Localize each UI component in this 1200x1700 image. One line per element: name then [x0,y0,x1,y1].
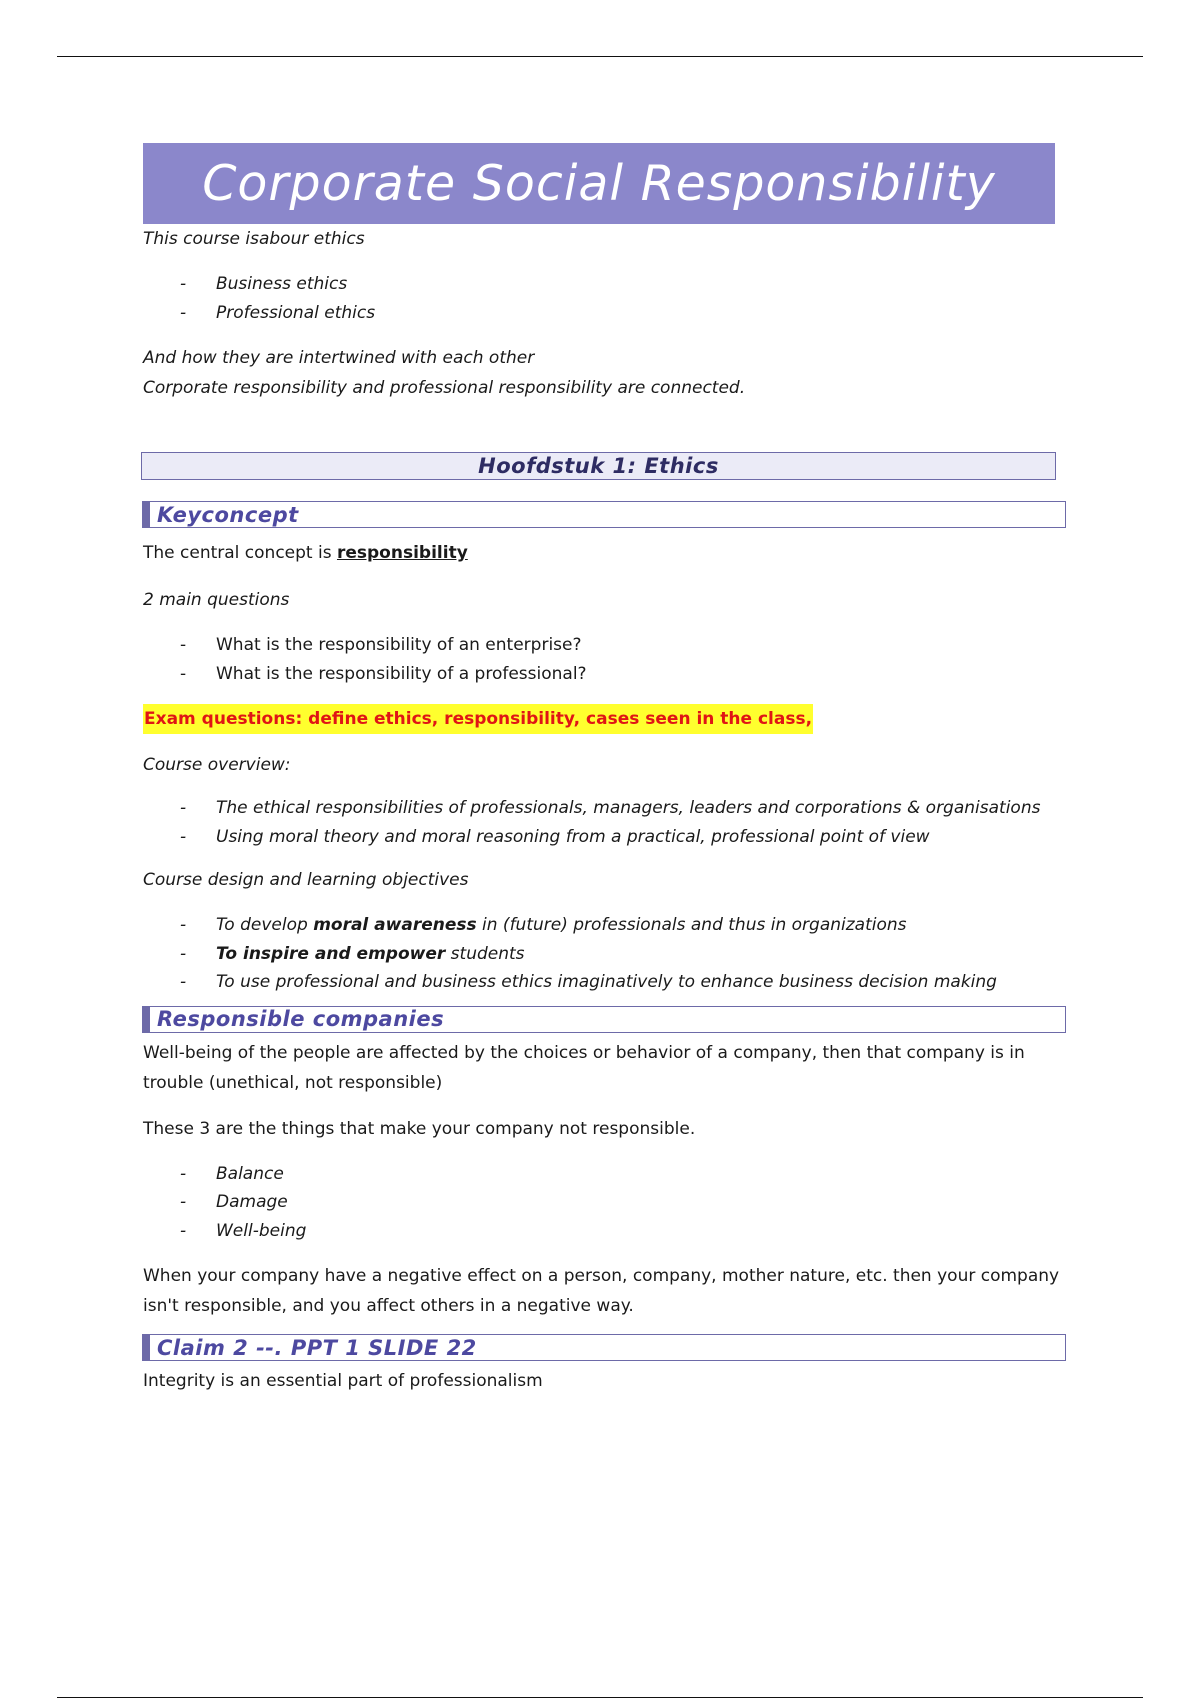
responsible-para-1: Well-being of the people are affected by the choices or behavior of a company, then that company is in trouble (unethical, not responsible) [143,1042,1025,1093]
list-item: - Using moral theory and moral reasoning from a practical, professional point of view [143,823,1065,852]
list-item: - Damage [143,1188,1065,1217]
document-body [143,143,1065,1396]
exam-highlight: Exam questions: define ethics, responsibility, cases seen in the class, [143,704,813,734]
intro-list [143,270,1065,327]
exam-note-line [143,704,1065,734]
list-item: - What is the responsibility of an enterprise? [143,631,1065,660]
footer-rule [57,1697,1143,1698]
list-item: - Balance [143,1160,1065,1189]
list-item: - What is the responsibility of a professional? [143,660,1065,689]
questions-list [143,631,1065,688]
intro-line-2: And how they are intertwined with each other [143,348,535,368]
list-item: - To inspire and empower students [143,940,1065,969]
design-list [143,911,1065,997]
responsible-para-3: When your company have a negative effect on a person, company, mother nature, etc. then your company isn't responsible, and you affect others in a negative way. [143,1266,1060,1316]
responsible-para-2: These 3 are the things that make your company not responsible. [143,1118,696,1139]
central-concept-line: The central concept is responsibility [143,543,468,563]
header-rule [57,56,1143,57]
central-concept-term: responsibility [336,543,468,563]
claim-text: Integrity is an essential part of professionalism [143,1371,543,1391]
section-heading-claim [142,1334,1066,1361]
list-item: - The ethical responsibilities of professionals, managers, leaders and corporations & organisations [143,794,1065,823]
title-banner [143,143,1055,224]
responsible-list [143,1160,1065,1246]
intro-line-3: Corporate responsibility and professional responsibility are connected. [143,378,746,398]
list-item: - To use professional and business ethics imaginatively to enhance business decision making [143,968,1065,997]
section-heading-keyconcept [142,501,1066,528]
document-title: Corporate Social Responsibility [202,155,996,212]
questions-label: 2 main questions [143,590,290,610]
intro-line: This course isabour ethics [143,229,365,249]
section-title: Keyconcept [157,502,299,527]
section-heading-responsible [142,1006,1066,1033]
chapter-title: Hoofdstuk 1: Ethics [478,454,719,478]
list-item: - Business ethics [143,270,1065,299]
overview-list [143,794,1065,851]
section-title: Claim 2 --. PPT 1 SLIDE 22 [157,1335,477,1360]
chapter-heading [141,452,1056,480]
list-item: - Professional ethics [143,299,1065,328]
overview-label: Course overview: [143,755,291,775]
list-item: - Well-being [143,1217,1065,1246]
list-item: - To develop moral awareness in (future) professionals and thus in organizations [143,911,1065,940]
design-label: Course design and learning objectives [143,870,469,890]
section-title: Responsible companies [157,1007,445,1031]
